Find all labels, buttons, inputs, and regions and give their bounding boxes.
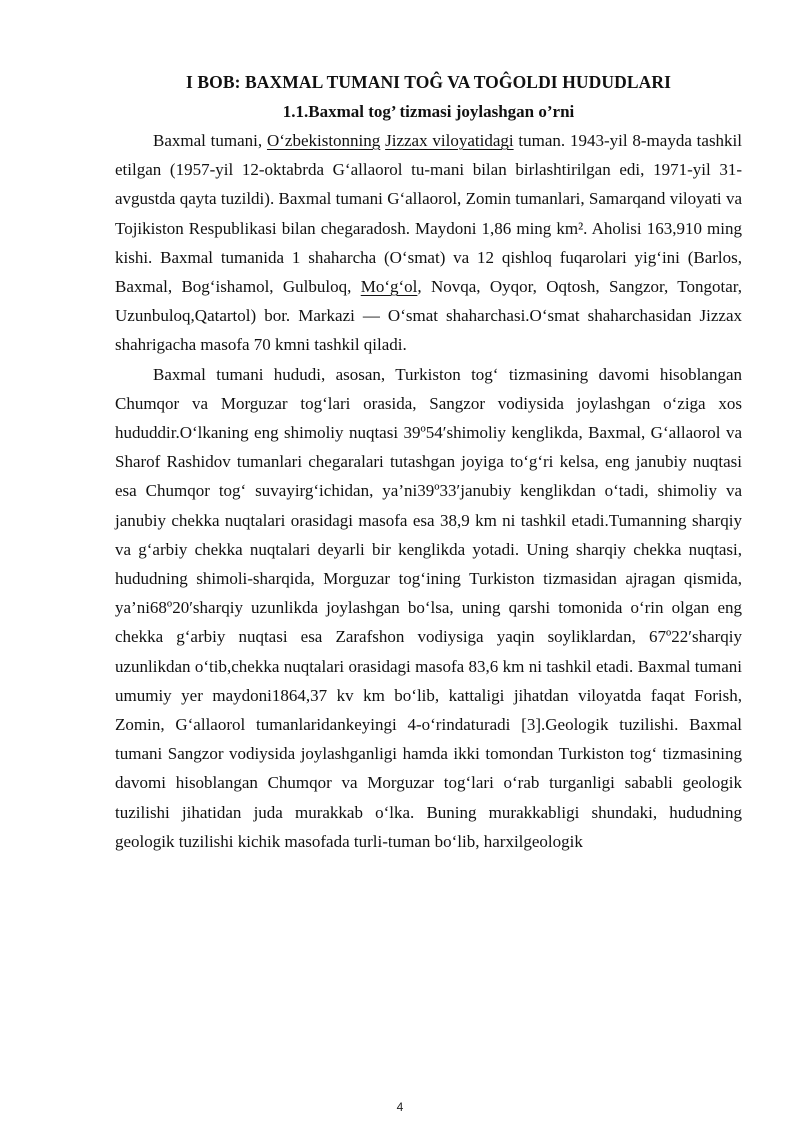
section-title: 1.1.Baxmal tog’ tizmasi joylashgan o’rni (282, 102, 575, 121)
page-number: 4 (396, 1100, 404, 1114)
link-uzbekistan[interactable]: O‘zbekistonning (266, 131, 381, 150)
paragraph-1-text-d: , Novqa, Oyqor, Oqtosh, Sangzor, Tongotar, Uzunbuloq,Qatartol) bor. Markazi — O‘smat shaharchasi.O‘smat shaharchasidan Jizzax shahrigacha masofa 70 kmni tashkil qiladi. (115, 277, 742, 355)
document-page (115, 70, 742, 856)
paragraph-1-text-a: Baxmal tumani, (153, 131, 267, 150)
paragraph-1 (115, 126, 742, 360)
paragraph-2: Baxmal tumani hududi, asosan, Turkiston tog‘ tizmasining davomi hisoblangan Chumqor va Morguzar tog‘lari orasida, Sangzor vodiysida joylashgan o‘ziga xos hududdir.O‘lkaning eng shimoliy nuqtasi 39º54′shimoliy kenglikda, Baxmal, G‘allaorol va Sharof Rashidov tumanlari chegaralari tutashgan joyiga to‘g‘ri kelsa, eng janubiy nuqtasi esa Chumqor tog‘ suvayirg‘ichidan, ya’ni39º33′janubiy kenglikdan o‘tadi, shimoliy va janubiy chekka nuqtalari orasidagi masofa esa 38,9 km ni tashkil etadi.Tumanning sharqiy va g‘arbiy chekka nuqtalari deyarli bir kenglikda yotadi. Uning sharqiy chekka nuqtasi, hududning shimoli-sharqida, Morguzar tog‘ining Turkiston tizmasidan ajragan qismida, ya’ni68º20′sharqiy uzunlikda joylashgan bo‘lsa, uning qarshi tomonida o‘rin olgan eng chekka g‘arbiy nuqtasi esa Zarafshon vodiysiga yaqin soyliklardan, 67º22′sharqiy uzunlikdan o‘tib,chekka nuqtalari orasidagi masofa 83,6 km ni tashkil etadi. Baxmal tumani umumiy yer maydoni1864,37 kv km bo‘lib, kattaligi jihatdan viloyatda faqat Forish, Zomin, G‘allaorol tumanlaridankeyingi 4-o‘rindaturadi [3].Geologik tuzilishi. Baxmal tumani Sangzor vodiysida joylashganligi hamda ikki tomondan Turkiston tog‘ tizmasining davomi hisoblangan Chumqor va Morguzar tog‘lari o‘rab turganligi sababli geologik tuzilishi jihatidan juda murakkab o‘lka. Buning murakkabligi shundaki, hududning geologik tuzilishi kichik masofada turli-tuman bo‘lib, harxilgeologik (115, 364, 742, 851)
chapter-title: I BOB: BAXMAL TUMANI TOĜ VA TOĜOLDI HUDUDLARI (185, 72, 672, 92)
paragraph-1-text-c: tuman. 1943-yil 8-mayda tashkil etilgan (1957-yil 12-oktabrda G‘allaorol tu-mani bilan birlashtirilgan edi, 1971-yil 31-avgustda qayta tuzildi). Baxmal tumani G‘allaorol, Zomin tumanlari, Samarqand viloyati va Tojikiston Respublikasi bilan chegaradosh. Maydoni 1,86 ming km². Aholisi 163,910 ming kishi. Baxmal tumanida 1 shaharcha (O‘smat) va 12 qishloq fuqarolari yig‘ini (Barlos, Baxmal, Bog‘ishamol, Gulbuloq, (115, 131, 743, 297)
link-mogol[interactable]: Mo‘g‘ol (360, 277, 418, 297)
link-jizzax-region[interactable]: Jizzax viloyatidagi (385, 131, 514, 150)
